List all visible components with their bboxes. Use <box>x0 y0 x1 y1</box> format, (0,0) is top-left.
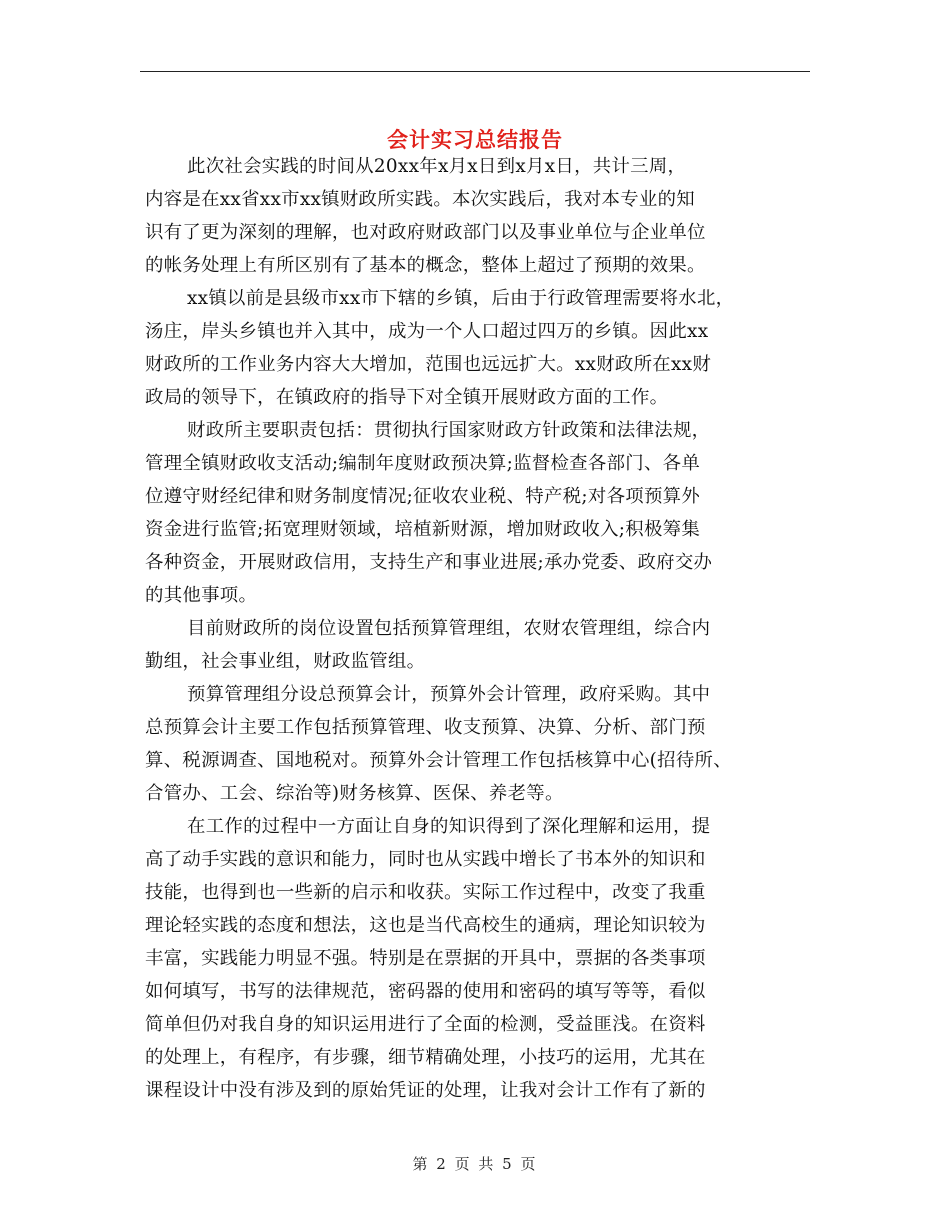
text-line: 各种资金，开展财政信用，支持生产和事业进展;承办党委、政府交办 <box>145 552 713 573</box>
paragraph-4 <box>145 612 815 678</box>
text-line: 理论轻实践的态度和想法，这也是当代高校生的通病，理论知识较为 <box>145 915 706 936</box>
page-number: 第 2 页 共 5 页 <box>412 1155 538 1173</box>
text-line: 总预算会计主要工作包括预算管理、收支预算、决算、分析、部门预 <box>145 717 706 738</box>
text-line: xx镇以前是县级市xx市下辖的乡镇，后由于行政管理需要将水北， <box>187 288 735 309</box>
text-line: 在工作的过程中一方面让自身的知识得到了深化理解和运用，提 <box>187 816 711 837</box>
text-line: 简单但仍对我自身的知识运用进行了全面的检测，受益匪浅。在资料 <box>145 1014 706 1035</box>
text-line: 合管办、工会、综治等)财务核算、医保、养老等。 <box>145 783 564 804</box>
text-line: 目前财政所的岗位设置包括预算管理组，农财农管理组，综合内 <box>187 618 711 639</box>
text-line: 课程设计中没有涉及到的原始凭证的处理，让我对会计工作有了新的 <box>145 1080 706 1101</box>
text-line: 政局的领导下，在镇政府的指导下对全镇开展财政方面的工作。 <box>145 387 669 408</box>
paragraph-3 <box>145 414 815 612</box>
text-line: 丰富，实践能力明显不强。特别是在票据的开具中，票据的各类事项 <box>145 948 706 969</box>
text-line: 如何填写，书写的法律规范，密码器的使用和密码的填写等等，看似 <box>145 981 706 1002</box>
text-line: 财政所主要职责包括：贯彻执行国家财政方针政策和法律法规， <box>187 420 711 441</box>
paragraph-1 <box>145 150 815 282</box>
document-title: 会计实习总结报告 <box>387 128 563 153</box>
text-line: 算、税源调查、国地税对。预算外会计管理工作包括核算中心(招待所、 <box>145 750 732 771</box>
paragraph-6 <box>145 810 815 1107</box>
text-line: 内容是在xx省xx市xx镇财政所实践。本次实践后，我对本专业的知 <box>145 189 695 210</box>
paragraph-2 <box>145 282 815 414</box>
text-line: 管理全镇财政收支活动;编制年度财政预决算;监督检查各部门、各单 <box>145 453 701 474</box>
text-line: 技能，也得到也一些新的启示和收获。实际工作过程中，改变了我重 <box>145 882 706 903</box>
document-body <box>145 150 815 1107</box>
text-line: 勤组，社会事业组，财政监管组。 <box>145 651 426 672</box>
text-line: 的处理上，有程序，有步骤，细节精确处理，小技巧的运用，尤其在 <box>145 1047 706 1068</box>
text-line: 财政所的工作业务内容大大增加，范围也远远扩大。xx财政所在xx财 <box>145 354 712 375</box>
header-rule <box>140 71 810 72</box>
text-line: 的其他事项。 <box>145 585 258 606</box>
text-line: 汤庄，岸头乡镇也并入其中，成为一个人口超过四万的乡镇。因此xx <box>145 321 709 342</box>
text-line: 高了动手实践的意识和能力，同时也从实践中增长了书本外的知识和 <box>145 849 706 870</box>
text-line: 资金进行监管;拓宽理财领域，培植新财源，增加财政收入;积极筹集 <box>145 519 701 540</box>
text-line: 此次社会实践的时间从20xx年x月x日到x月x日，共计三周， <box>187 156 687 177</box>
paragraph-5 <box>145 678 815 810</box>
text-line: 位遵守财经纪律和财务制度情况;征收农业税、特产税;对各项预算外 <box>145 486 701 507</box>
text-line: 的帐务处理上有所区别有了基本的概念，整体上超过了预期的效果。 <box>145 255 706 276</box>
text-line: 预算管理组分设总预算会计，预算外会计管理，政府采购。其中 <box>187 684 711 705</box>
text-line: 识有了更为深刻的理解，也对政府财政部门以及事业单位与企业单位 <box>145 222 706 243</box>
